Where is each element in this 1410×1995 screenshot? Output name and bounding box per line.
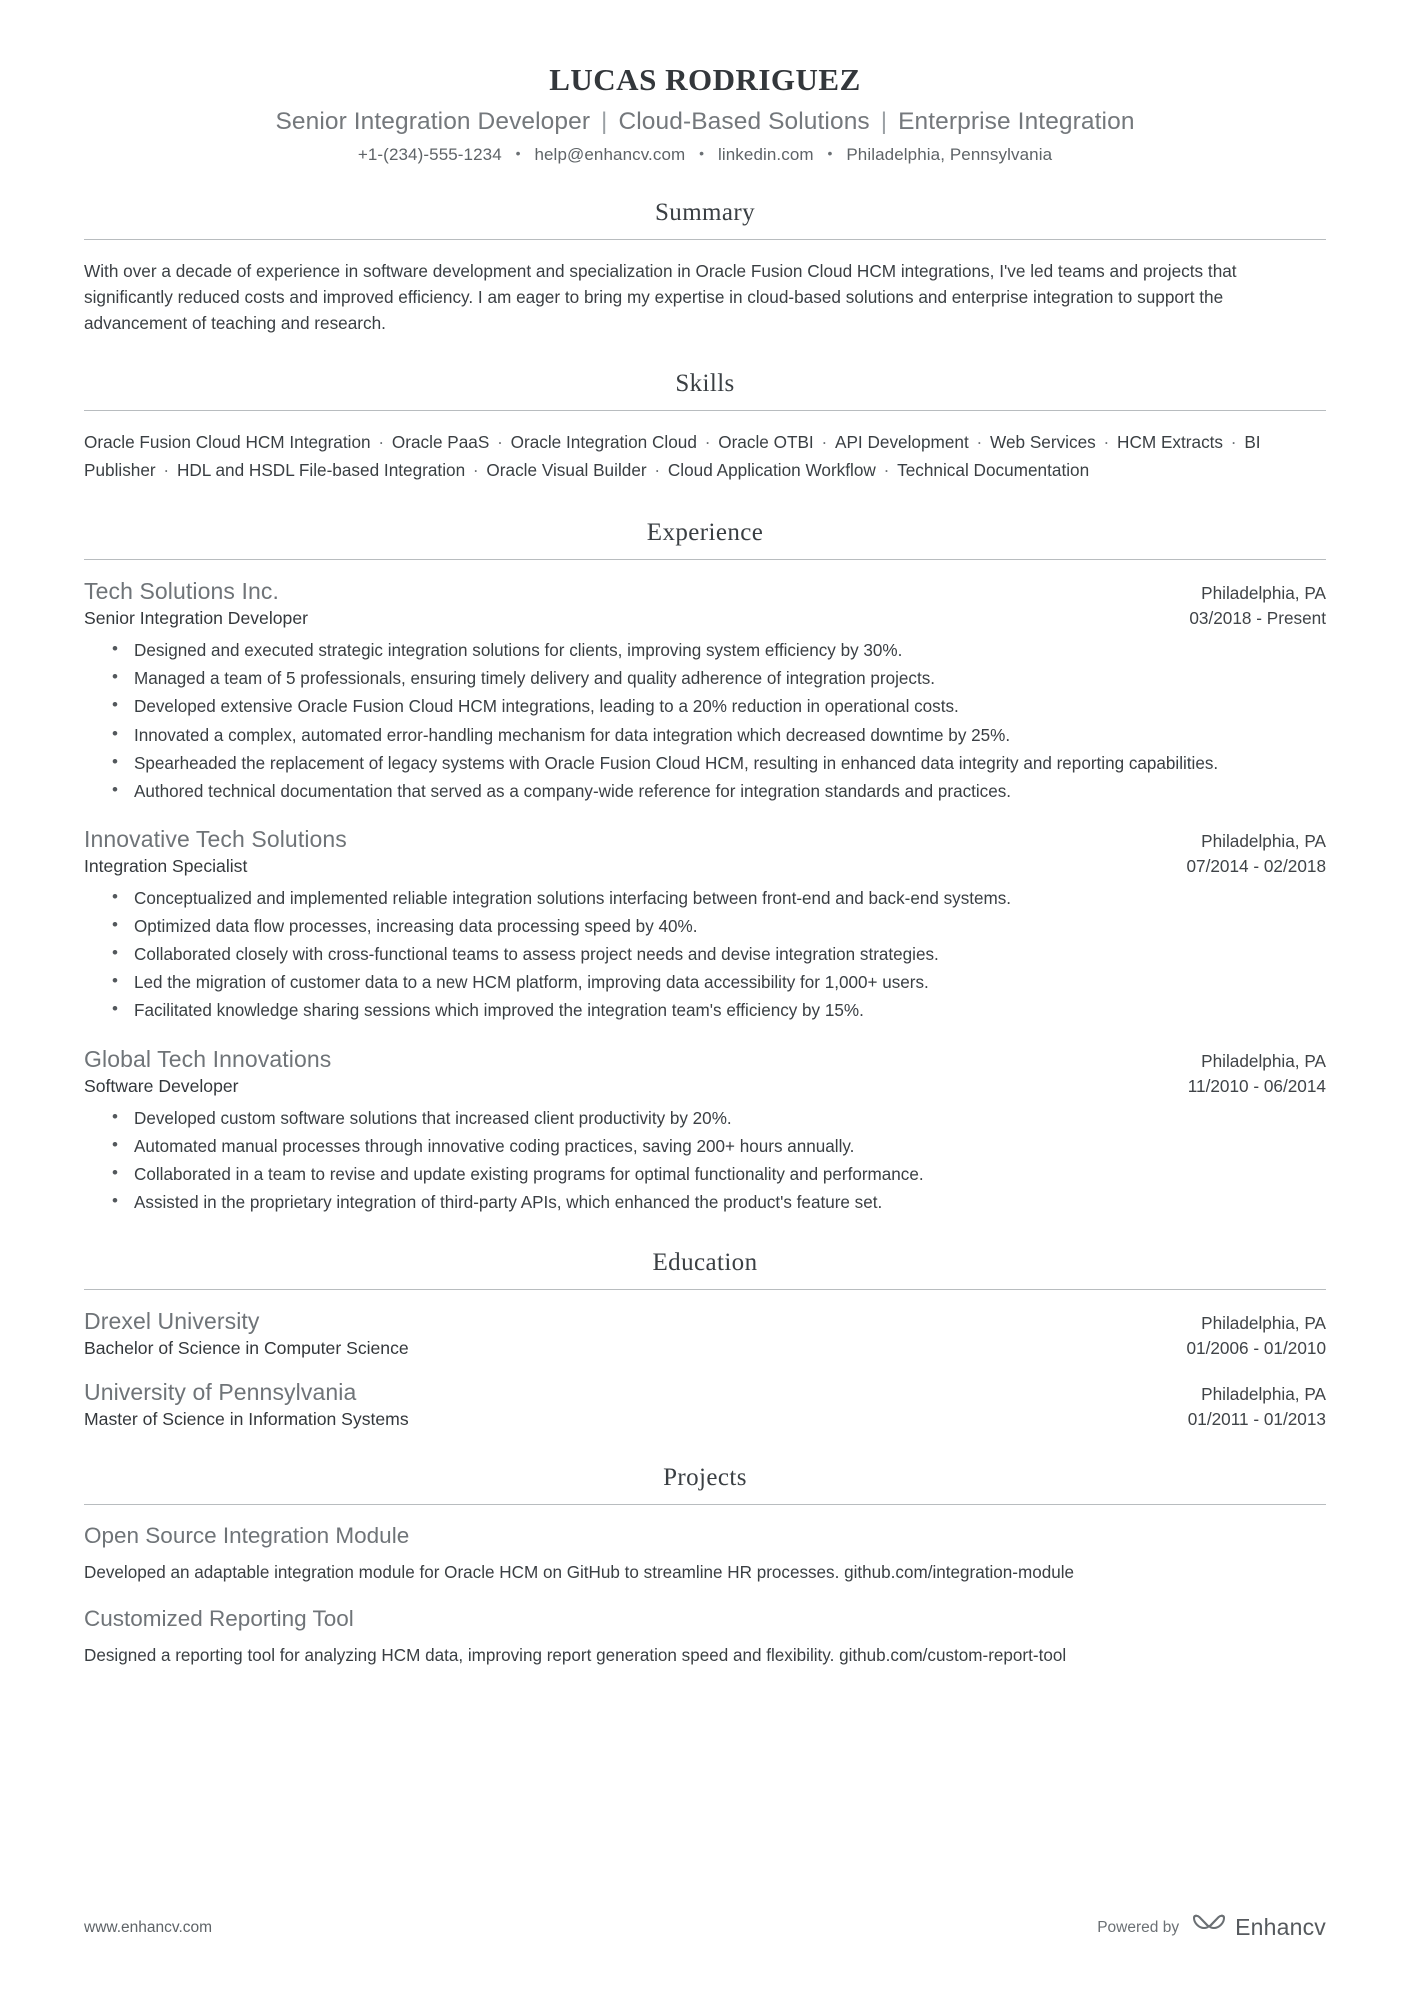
achievement-list [84, 1106, 1326, 1216]
education-entry-subheader [84, 1338, 1326, 1359]
education-list [84, 1308, 1326, 1430]
achievement-list [84, 886, 1326, 1024]
section-summary [84, 199, 1326, 336]
experience-entry [84, 826, 1326, 1024]
skill-separator: · [971, 432, 988, 453]
degree-name: Master of Science in Information Systems [84, 1409, 409, 1430]
achievement-item: • Developed extensive Oracle Fusion Cloud HCM integrations, leading to a 20% reduction in operational costs. [112, 694, 1326, 719]
education-entry-header [84, 1308, 1326, 1335]
school-name: University of Pennsylvania [84, 1379, 357, 1406]
brand-name: Enhancv [1235, 1914, 1326, 1940]
contact-link[interactable]: linkedin.com [717, 145, 814, 164]
divider [84, 1504, 1326, 1505]
achievement-item: • Conceptualized and implemented reliable integration solutions interfacing between front-end and back-end systems. [112, 886, 1326, 911]
contact-email[interactable]: help@enhancv.com [534, 145, 686, 164]
achievement-item: • Managed a team of 5 professionals, ensuring timely delivery and quality adherence of integration projects. [112, 666, 1326, 691]
achievement-item: • Assisted in the proprietary integration of third-party APIs, which enhanced the product's feature set. [112, 1190, 1326, 1215]
projects-list [84, 1523, 1326, 1668]
section-title-projects: Projects [663, 1464, 747, 1492]
summary-text: With over a decade of experience in software development and specialization in Oracle Fusion Cloud HCM integrations, I've led teams and projects that significantly reduced costs and improved efficiency. I am eager to bring my expertise in cloud-based solutions and enterprise integration to support the advancement of teaching and research. [84, 261, 1237, 334]
education-entry-header [84, 1379, 1326, 1406]
company-location: Philadelphia, PA [1201, 583, 1326, 604]
project-description: Designed a reporting tool for analyzing HCM data, improving report generation speed and flexibility. github.com/custom-report-tool [84, 1645, 1067, 1665]
job-title: Software Developer [84, 1075, 239, 1096]
skill-separator: · [373, 432, 389, 453]
degree-dates: 01/2006 - 01/2010 [1186, 1338, 1326, 1359]
bullet-dot-icon: • [699, 145, 705, 161]
contact-row [84, 145, 1326, 165]
headline-separator-2: | [880, 108, 888, 135]
achievement-item: • Led the migration of customer data to a new HCM platform, improving data accessibility for 1,000+ users. [112, 970, 1326, 995]
bullet-dot-icon: • [515, 145, 521, 161]
experience-entry-subheader [84, 1076, 1326, 1097]
enhancv-mark-icon [1192, 1914, 1226, 1941]
powered-by-label: Powered by [1097, 1918, 1180, 1936]
experience-entry [84, 578, 1326, 804]
section-title-skills: Skills [675, 370, 735, 398]
experience-list [84, 578, 1326, 1215]
company-location: Philadelphia, PA [1201, 1050, 1326, 1071]
experience-entry-header [84, 578, 1326, 605]
job-dates: 11/2010 - 06/2014 [1187, 1075, 1326, 1096]
company-name: Tech Solutions Inc. [84, 578, 279, 605]
education-entry-subheader [84, 1409, 1326, 1430]
achievement-item: • Developed custom software solutions that increased client productivity by 20%. [112, 1106, 1326, 1131]
skill-item: Oracle OTBI [718, 432, 814, 453]
powered-by-block [1097, 1914, 1326, 1941]
skill-item: Technical Documentation [897, 460, 1090, 481]
skills-list [84, 429, 1326, 485]
company-location: Philadelphia, PA [1201, 830, 1326, 851]
company-name: Global Tech Innovations [84, 1045, 332, 1072]
achievement-item: • Automated manual processes through innovative coding practices, saving 200+ hours annually. [112, 1134, 1326, 1159]
section-projects [84, 1464, 1326, 1668]
footer-url[interactable]: www.enhancv.com [84, 1918, 213, 1936]
skill-item: HDL and HSDL File-based Integration [176, 460, 466, 481]
divider [84, 1289, 1326, 1290]
page-footer [84, 1914, 1326, 1941]
project-entry [84, 1523, 1326, 1586]
headline-part-3: Enterprise Integration [898, 108, 1135, 135]
achievement-item: • Spearheaded the replacement of legacy systems with Oracle Fusion Cloud HCM, resulting in enhanced data integrity and reporting capabilities. [112, 751, 1326, 776]
project-description: Developed an adaptable integration module for Oracle HCM on GitHub to streamline HR processes. github.com/integration-module [84, 1563, 1075, 1583]
experience-entry-header [84, 1046, 1326, 1073]
skill-item: Oracle Visual Builder [486, 460, 647, 481]
education-entry [84, 1379, 1326, 1430]
skill-item: API Development [835, 432, 969, 453]
skill-item: Oracle PaaS [391, 432, 490, 453]
achievement-item: • Innovated a complex, automated error-handling mechanism for data integration which decreased downtime by 25%. [112, 723, 1326, 748]
skill-separator: · [816, 432, 832, 453]
skill-separator: · [699, 432, 716, 453]
skill-separator: · [468, 460, 484, 481]
skill-separator: · [649, 460, 665, 481]
achievement-item: • Facilitated knowledge sharing sessions which improved the integration team's efficiency by 15%. [112, 998, 1326, 1023]
experience-entry-subheader [84, 856, 1326, 877]
skill-item: Web Services [990, 432, 1096, 453]
project-entry [84, 1606, 1326, 1669]
divider [84, 239, 1326, 240]
skill-item: Oracle Integration Cloud [510, 432, 697, 453]
skill-item: Oracle Fusion Cloud HCM Integration [84, 432, 371, 453]
school-location: Philadelphia, PA [1201, 1313, 1326, 1334]
section-experience [84, 519, 1326, 1215]
divider [84, 410, 1326, 411]
page-title: LUCAS RODRIGUEZ [549, 62, 861, 97]
skill-item: HCM Extracts [1117, 432, 1224, 453]
headline-separator-1: | [601, 108, 608, 135]
achievement-item: • Authored technical documentation that served as a company-wide reference for integration standards and practices. [112, 779, 1326, 804]
brand-logo [1192, 1914, 1326, 1941]
achievement-list [84, 638, 1326, 804]
skill-separator: · [878, 460, 895, 481]
degree-name: Bachelor of Science in Computer Science [84, 1338, 409, 1359]
resume-header [84, 62, 1326, 165]
project-name: Customized Reporting Tool [84, 1605, 354, 1631]
skill-separator: · [1098, 432, 1115, 453]
school-name: Drexel University [84, 1308, 260, 1335]
degree-dates: 01/2011 - 01/2013 [1187, 1409, 1326, 1430]
section-title-education: Education [652, 1249, 758, 1277]
headline-part-2: Cloud-Based Solutions [618, 108, 870, 135]
contact-location: Philadelphia, Pennsylvania [846, 145, 1053, 164]
job-title: Integration Specialist [84, 855, 248, 876]
achievement-item: • Designed and executed strategic integration solutions for clients, improving system efficiency by 30%. [112, 638, 1326, 663]
section-skills [84, 370, 1326, 485]
experience-entry-subheader [84, 608, 1326, 629]
experience-entry-header [84, 826, 1326, 853]
divider [84, 559, 1326, 560]
skill-item: Cloud Application Workflow [667, 460, 876, 481]
school-location: Philadelphia, PA [1201, 1384, 1326, 1405]
contact-phone: +1-(234)-555-1234 [357, 145, 502, 164]
achievement-item: • Collaborated closely with cross-functional teams to assess project needs and devise integration strategies. [112, 942, 1326, 967]
company-name: Innovative Tech Solutions [84, 825, 347, 852]
bullet-dot-icon: • [827, 145, 833, 161]
achievement-item: • Collaborated in a team to revise and update existing programs for optimal functionality and performance. [112, 1162, 1326, 1187]
skill-item: BI Publisher [84, 432, 1261, 481]
job-dates: 07/2014 - 02/2018 [1186, 855, 1326, 876]
skill-separator: · [492, 432, 508, 453]
achievement-item: • Optimized data flow processes, increasing data processing speed by 40%. [112, 914, 1326, 939]
skill-separator: · [1226, 432, 1242, 453]
headline [84, 108, 1326, 136]
headline-part-1: Senior Integration Developer [275, 108, 591, 135]
project-name: Open Source Integration Module [84, 1523, 410, 1549]
section-title-experience: Experience [646, 519, 764, 547]
education-entry [84, 1308, 1326, 1359]
section-education [84, 1249, 1326, 1430]
section-title-summary: Summary [654, 199, 756, 226]
experience-entry [84, 1046, 1326, 1216]
skill-separator: · [158, 460, 174, 481]
job-title: Senior Integration Developer [84, 608, 308, 629]
job-dates: 03/2018 - Present [1189, 608, 1326, 629]
